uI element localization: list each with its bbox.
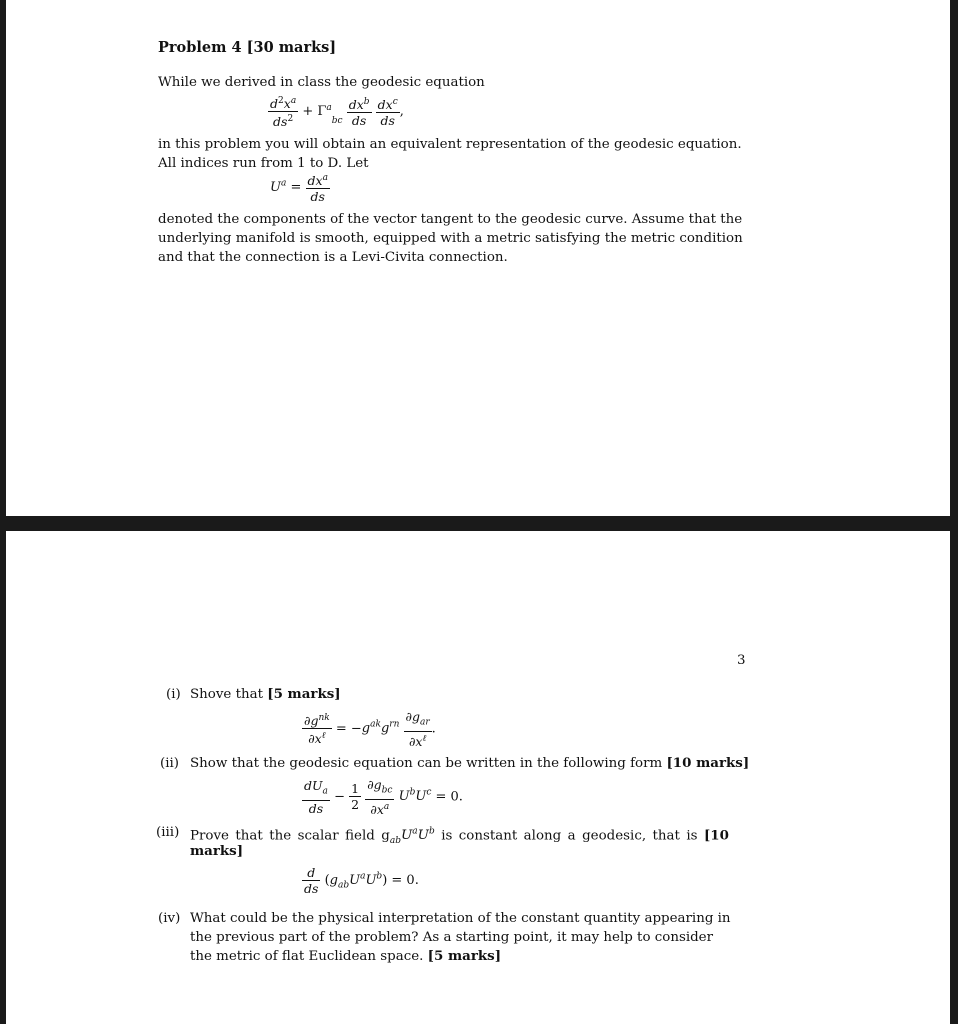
page-number: 3 <box>737 653 746 668</box>
part-iv-marks: [5 marks] <box>427 948 502 964</box>
paragraph-line-3: denoted the components of the vector tangent to the geodesic curve. Assume that the <box>158 212 743 227</box>
part-ii-label: (ii) <box>160 756 180 771</box>
part-iii-marks-1: [10 <box>703 827 729 844</box>
part-iii-statement: Prove that the scalar field g <box>190 828 390 844</box>
part-iii-label: (iii) <box>156 825 180 840</box>
paragraph-line-2: All indices run from 1 to D. Let <box>158 156 369 171</box>
paragraph-line-1: in this problem you will obtain an equivalent representation of the geodesic equation. <box>158 137 742 152</box>
part-iv-line-3-text: the metric of flat Euclidean space. <box>190 949 428 964</box>
part-iv-line-1: What could be the physical interpretation of the constant quantity appearing in <box>190 911 731 926</box>
geodesic-equation: $\frac{d^2x^a}{ds^2}$ + $\Gamma^a_{bc}$ $\frac{dx^b}{ds}$ $\frac{dx^c}{ds}$ , <box>270 96 404 130</box>
part-ii-text <box>190 754 749 773</box>
part-iii-marks-2: marks] <box>190 843 244 859</box>
conserved-quantity-equation: $\frac{d}{ds}$ $(g_{ab}U^aU^b) = 0$. <box>304 865 419 896</box>
document-page-top <box>6 0 950 516</box>
part-ii-marks: [10 marks] <box>666 755 750 771</box>
part-ii-statement: Show that the geodesic equation can be written in the following form <box>190 756 667 771</box>
tangent-vector-definition: $U^a$ = $\frac{dx^a}{ds}$ <box>270 173 328 205</box>
metric-derivative-equation: $\frac{\partial g^{nk}}{\partial x^\ell}$ = $-g^{ak}g^{rn}$ $\frac{\partial g_{ar}}{\partial x^\ell}$ . <box>304 709 436 749</box>
part-iv-label: (iv) <box>158 911 181 926</box>
part-i-marks: [5 marks] <box>267 686 341 702</box>
problem-title: Problem 4 [30 marks] <box>158 39 337 56</box>
part-i-label: (i) <box>166 687 181 702</box>
intro-text: While we derived in class the geodesic equation <box>158 75 485 90</box>
part-iv-line-2: the previous part of the problem? As a starting point, it may help to consider <box>190 930 713 945</box>
part-i-text <box>190 685 341 704</box>
part-iii-text: Prove that the scalar field $g_{ab}U^aU^b$ is constant along a geodesic, that is [10 <box>190 827 729 847</box>
paragraph-line-4: underlying manifold is smooth, equipped with a metric satisfying the metric condition <box>158 231 743 246</box>
geodesic-lowered-form-equation: $\frac{dU_a}{ds}$ − $\frac{1}{2}$ $\frac{\partial g_{bc}}{\partial x^a}$ $U^bU^c = 0$. <box>304 777 463 817</box>
document-page-bottom <box>6 531 950 1024</box>
part-i-statement: Shove that <box>190 687 268 702</box>
part-iv-line-3 <box>190 947 501 966</box>
part-iii-statement-cont: is constant along a geodesic, that is <box>434 828 704 844</box>
paragraph-line-5: and that the connection is a Levi-Civita connection. <box>158 250 508 265</box>
